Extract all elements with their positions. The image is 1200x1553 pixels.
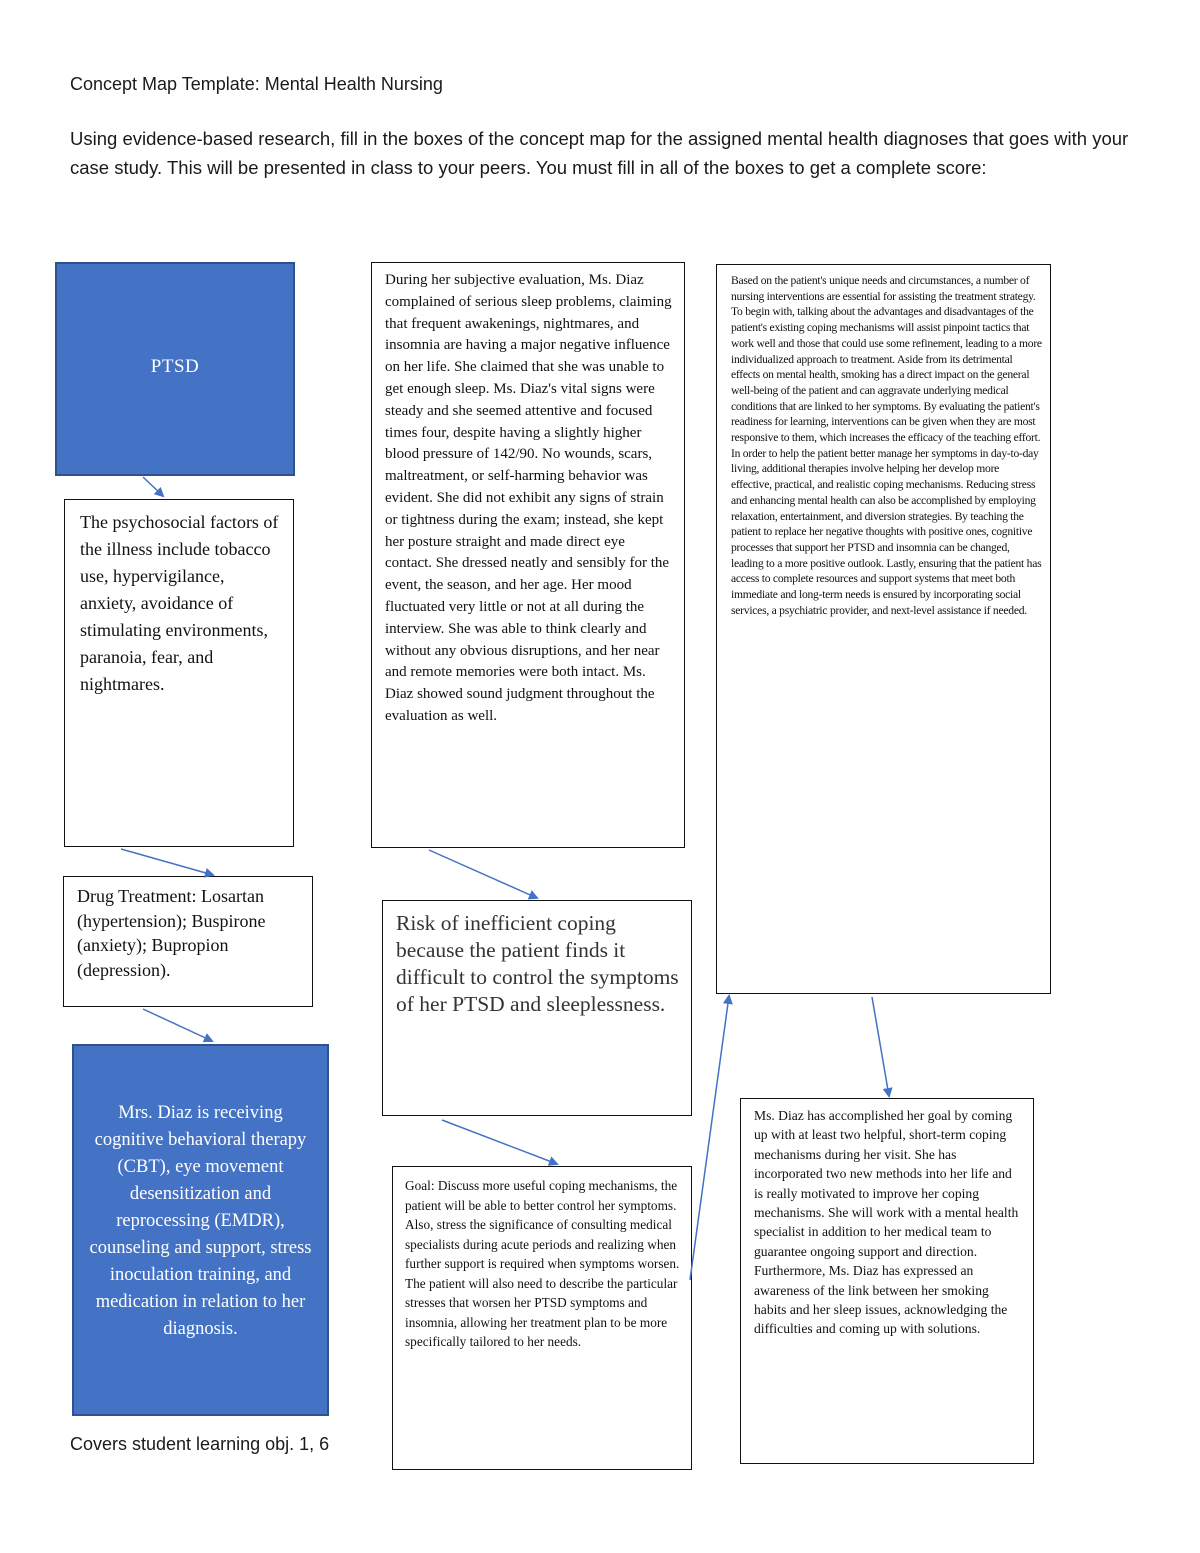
psychosocial-factors-text: The psychosocial factors of the illness include tobacco use, hypervigilance, anxiety, avoidance of stimulating environments, paranoia, fear, and nightmares. (80, 512, 279, 694)
interventions-text: Based on the patient's unique needs and circumstances, a number of nursing interventions are essential for assisting the treatment strategy. To begin with, talking about the advantages and disadvantages of the patient's existing coping mechanisms will assist pinpoint tactics that work well and those that could use some refinement, leading to a more individualized approach to treatment. Aside from its detrimental effects on mental health, smoking has a direct impact on the general well-being of the patient and can aggravate underlying medical conditions that are linked to her symptoms. By evaluating the patient's readiness for learning, interventions can be given when they are most responsive to them, which increases the efficacy of the teaching effort. In order to help the patient better manage her symptoms in day-to-day living, additional therapies involve helping her develop more effective, practical, and realistic coping mechanisms. Reducing stress and enhancing mental health can also be accomplished by employing relaxation, entertainment, and diversion strategies. By teaching the patient to replace her negative thoughts with positive ones, cognitive processes that support her PTSD and insomnia can be changed, leading to a more positive outlook. Lastly, ensuring that the patient has access to complete resources and support systems that meet both immediate and long-term needs is ensured by incorporating social services, a psychiatric provider, and next-level assistance if needed. (731, 274, 1042, 617)
instructions-paragraph: Using evidence-based research, fill in the boxes of the concept map for the assigned mental health diagnoses that goes with your case study. This will be presented in class to your peers. You must fill in all of the boxes to get a complete score: (70, 128, 1129, 178)
arrow-psychosocial-to-drug (121, 849, 213, 875)
assessment-text: During her subjective evaluation, Ms. Diaz complained of serious sleep problems, claiming that frequent awakenings, nightmares, and insomnia are having a major negative influence on her life. She claimed that she was unable to get enough sleep. Ms. Diaz's vital signs were steady and she seemed attentive and focused times four, despite having a slightly higher blood pressure of 142/90. No wounds, scars, maltreatment, or self-harming behavior was evident. She did not exhibit any signs of strain or tightness during the exam; instead, she kept her posture straight and made direct eye contact. She dressed neatly and sensibly for the event, the season, and her age. Her mood fluctuated very little or not at all during the interview. She was able to think clearly and without any obvious disruptions, and her near and remote memories were both intact. Ms. Diaz showed sound judgment throughout the evaluation as well. (385, 272, 672, 724)
evaluation-text: Ms. Diaz has accomplished her goal by coming up with at least two helpful, short-term coping mechanisms during her visit. She has incorporated two new methods into her life and is really motivated to improve her coping mechanisms. She will work with a mental health specialist in addition to her medical team to guarantee ongoing support and direction. Furthermore, Ms. Diaz has expressed an awareness of the link between her smoking habits and her sleep issues, acknowledging the difficulties and coming up with solutions. (754, 1108, 1019, 1337)
drug-treatment-text: Drug Treatment: Losartan (hypertension); Buspirone (anxiety); Bupropion (depression). (77, 886, 266, 980)
learning-objectives-note: Covers student learning obj. 1, 6 (70, 1434, 330, 1454)
goal-text: Goal: Discuss more useful coping mechanisms, the patient will be able to better control her symptoms. Also, stress the significance of consulting medical specialists during acute periods and realizing when further support is required when symptoms worsen. The patient will also need to describe the particular stresses that worsen her PTSD symptoms and insomnia, allowing her treatment plan to be more specifically tailored to her needs. (405, 1178, 680, 1349)
therapies-text: Mrs. Diaz is receiving cognitive behavioral therapy (CBT), eye movement desensitization and reprocessing (EMDR), counseling and support, stress inoculation training, and medication in relation to her diagnosis. (89, 1103, 312, 1339)
evaluation-box (740, 1098, 1034, 1464)
page-title: Concept Map Template: Mental Health Nursing (70, 74, 443, 94)
arrow-nursing-diagnosis-to-goal (442, 1120, 557, 1164)
nursing-diagnosis-box (382, 900, 692, 1116)
arrow-drug-to-therapies (143, 1009, 212, 1041)
diagnosis-box (55, 262, 295, 476)
psychosocial-factors-box (64, 499, 294, 847)
arrow-diagnosis-to-psychosocial (143, 477, 163, 496)
nursing-diagnosis-text: Risk of inefficient coping because the patient finds it difficult to control the symptoms of her PTSD and sleeplessness. (396, 911, 679, 1016)
therapies-box (72, 1044, 329, 1416)
assessment-box (371, 262, 685, 848)
interventions-box (716, 264, 1051, 994)
arrow-interventions-to-evaluation (872, 997, 889, 1096)
diagnosis-label: PTSD (150, 355, 200, 377)
goal-box (392, 1166, 692, 1470)
arrow-goal-to-interventions (690, 996, 729, 1280)
drug-treatment-box (63, 876, 313, 1007)
arrow-assessment-to-nursing-diagnosis (429, 850, 537, 898)
